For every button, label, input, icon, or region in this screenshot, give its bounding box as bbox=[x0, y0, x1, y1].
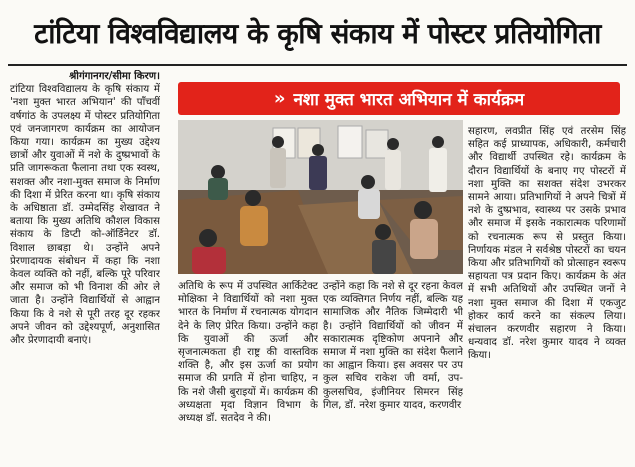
dateline: श्रीगंगानगर/सीमा किरण। bbox=[69, 71, 160, 82]
section-banner bbox=[178, 82, 620, 115]
article-column-1 bbox=[10, 70, 160, 462]
double-chevron-right-icon: » bbox=[273, 88, 286, 109]
article-column-2 bbox=[178, 280, 318, 462]
banner-text: नशा मुक्त भारत अभियान में कार्यक्रम bbox=[293, 90, 525, 110]
event-photo bbox=[178, 120, 463, 274]
headline-rule bbox=[8, 64, 627, 66]
headline: टांटिया विश्वविद्यालय के कृषि संकाय में पोस्टर प्रतियोगिता bbox=[34, 17, 601, 50]
column-3-text: उन्होंने कहा कि नशे से दूर रहना केवल एक व्यक्तिगत निर्णय नहीं, बल्कि यह सामाजिक और नैतिक जिम्मेदारी भी है। उन्होंने विद्यार्थियों को जीवन में सकारात्मक दृष्टिकोण अपनाने और समाज में नशा मुक्ति का संदेश फैलाने का आह्वान किया। इस अवसर पर उप कुल सचिव राकेश जी वर्मा, उप-कुलसचिव, इंजीनियर सिमरन सिंह गिल, डॉ. नरेश कुमार यादव, करणवीर bbox=[323, 281, 463, 411]
column-2-text: अतिथि के रूप में उपस्थित आर्किटेक्ट मोक्षिका ने विद्यार्थियों को नशा मुक्त भारत के निर्माण में रचनात्मक योगदान देने के लिए प्रेरित किया। उन्होंने कहा कि युवाओं की ऊर्जा और सृजनात्मकता ही राष्ट्र की वास्तविक शक्ति है, और इस ऊर्जा का प्रयोग समाज की प्रगति में होना चाहिए, न कि नशे जैसी बुराइयों में। कार्यक्रम की अध्यक्षता मृदा विज्ञान विभाग के अध्यक्ष डॉ. सतदेव ने की। bbox=[178, 281, 318, 425]
article-column-3 bbox=[323, 280, 463, 462]
column-4-text: सहारण, लवप्रीत सिंह एवं तरसेम सिंह सहित कई प्राध्यापक, अधिकारी, कर्मचारी और विद्यार्थी उपस्थित रहे। कार्यक्रम के दौरान विद्यार्थियों के बनाए गए पोस्टरों में नशा मुक्ति का सशक्त संदेश उभरकर सामने आया। प्रतिभागियों ने अपने चित्रों में नशे के दुष्प्रभाव, स्वास्थ्य पर उसके प्रभाव और समाज में इसके नकारात्मक परिणामों को रचनात्मक रूप से प्रस्तुत किया। निर्णायक मंडल ने सर्वश्रेष्ठ पोस्टरों का चयन किया और प्रतिभागियों को प्रोत्साहन स्वरूप सहायता पत्र प्रदान किए। कार्यक्रम के अंत में सभी अतिथियों और उपस्थित जनों ने नशा मुक्त समाज की दिशा में एकजुट होकर कार्य करने का संकल्प लिया। संचालन करणवीर सहारण ने किया। धन्यवाद डॉ. नरेश कुमार यादव ने व्यक्त किया। bbox=[468, 126, 626, 362]
article-column-4 bbox=[468, 125, 626, 462]
column-1-text: टांटिया विश्वविद्यालय के कृषि संकाय में 'नशा मुक्त भारत अभियान' की पाँचवीं वर्षगांठ के उपलक्ष्य में पोस्टर प्रतियोगिता एवं जनजागरण कार्यक्रम का आयोजन किया गया। कार्यक्रम का मुख्य उद्देश्य छात्रों और युवाओं में नशे के दुष्प्रभावों के प्रति जागरूकता फैलाना तथा एक स्वस्थ, सशक्त और नशा-मुक्त समाज के निर्माण की दिशा में प्रेरित करना था। कृषि संकाय के अधिष्ठाता डॉ. उम्मेदसिंह शेखावत ने बताया कि मुख्य अतिथि कौशल विकास संकाय के डिप्टी को-ऑर्डिनेटर डॉ. विशाल छाबड़ा थे। उन्होंने अपने प्रेरणादायक संबोधन में कहा कि नशा केवल व्यक्ति को नहीं, बल्कि पूरे परिवार और समाज को भी विनाश की ओर ले जाता है। उन्होंने विद्यार्थियों से आह्वान किया कि वे नशे से पूरी तरह दूर रहकर अपने जीवन को उद्देश्यपूर्ण, अनुशासित और प्रेरणादायी बनाएं। bbox=[10, 84, 160, 347]
